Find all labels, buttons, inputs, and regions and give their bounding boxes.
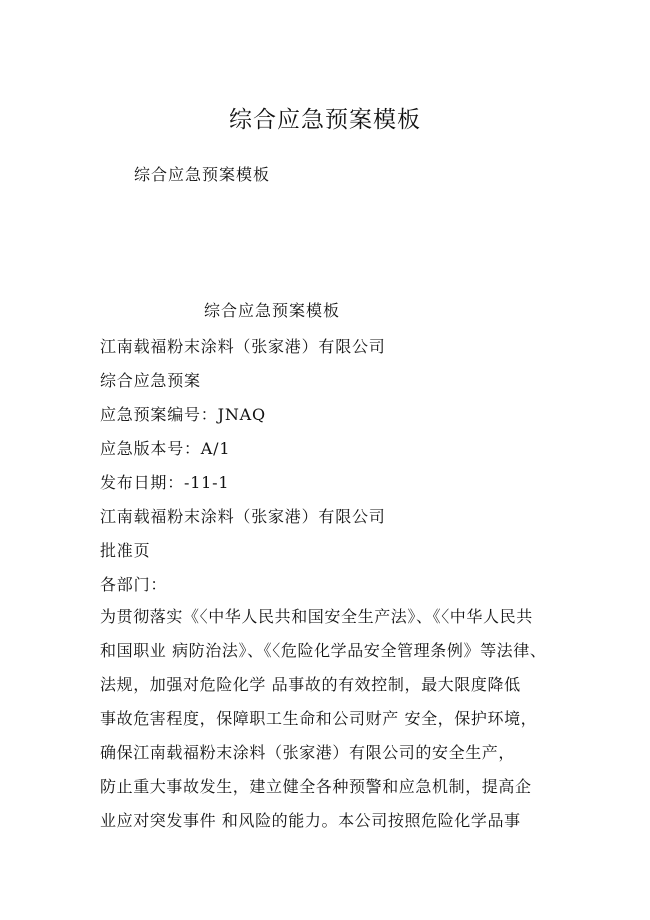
salutation-line: 各部门：: [100, 575, 168, 594]
paragraph-line: 和国职业 病防治法》、《〈危险化学品安全管理条例》等法律、: [100, 641, 547, 660]
plan-number-line: 应急预案编号：JNAQ: [100, 405, 266, 424]
info-lines: [100, 330, 560, 602]
paragraph-line: 法规，加强对危险化学 品事故的有效控制，最大限度降低: [100, 675, 521, 694]
release-date-line: 发布日期：-11-1: [100, 473, 230, 492]
company-name-line-2: 江南载福粉末涂料（张家港）有限公司: [100, 507, 386, 526]
paragraph-line: 事故危害程度，保障职工生命和公司财产 安全，保护环境，: [100, 709, 538, 728]
inner-title: 综合应急预案模板: [204, 301, 341, 320]
version-line: 应急版本号：A/1: [100, 439, 231, 458]
subtitle: 综合应急预案模板: [134, 165, 271, 184]
paragraph-line: 业应对突发事件 和风险的能力。本公司按照危险化学品事: [100, 811, 521, 830]
main-title: 综合应急预案模板: [229, 107, 421, 133]
paragraph-line: 确保江南载福粉末涂料（张家港）有限公司的安全生产，: [100, 743, 516, 762]
approval-page-heading: 批准页: [100, 541, 151, 560]
plan-name-line: 综合应急预案: [100, 371, 201, 390]
paragraph-line: 为贯彻落实《〈中华人民共和国安全生产法》、《〈中华人民共: [100, 607, 533, 626]
company-name-line: 江南载福粉末涂料（张家港）有限公司: [100, 337, 386, 356]
paragraph-line: 防止重大事故发生，建立健全各种预警和应急机制，提高企: [100, 777, 532, 796]
body-paragraph: [100, 600, 570, 838]
